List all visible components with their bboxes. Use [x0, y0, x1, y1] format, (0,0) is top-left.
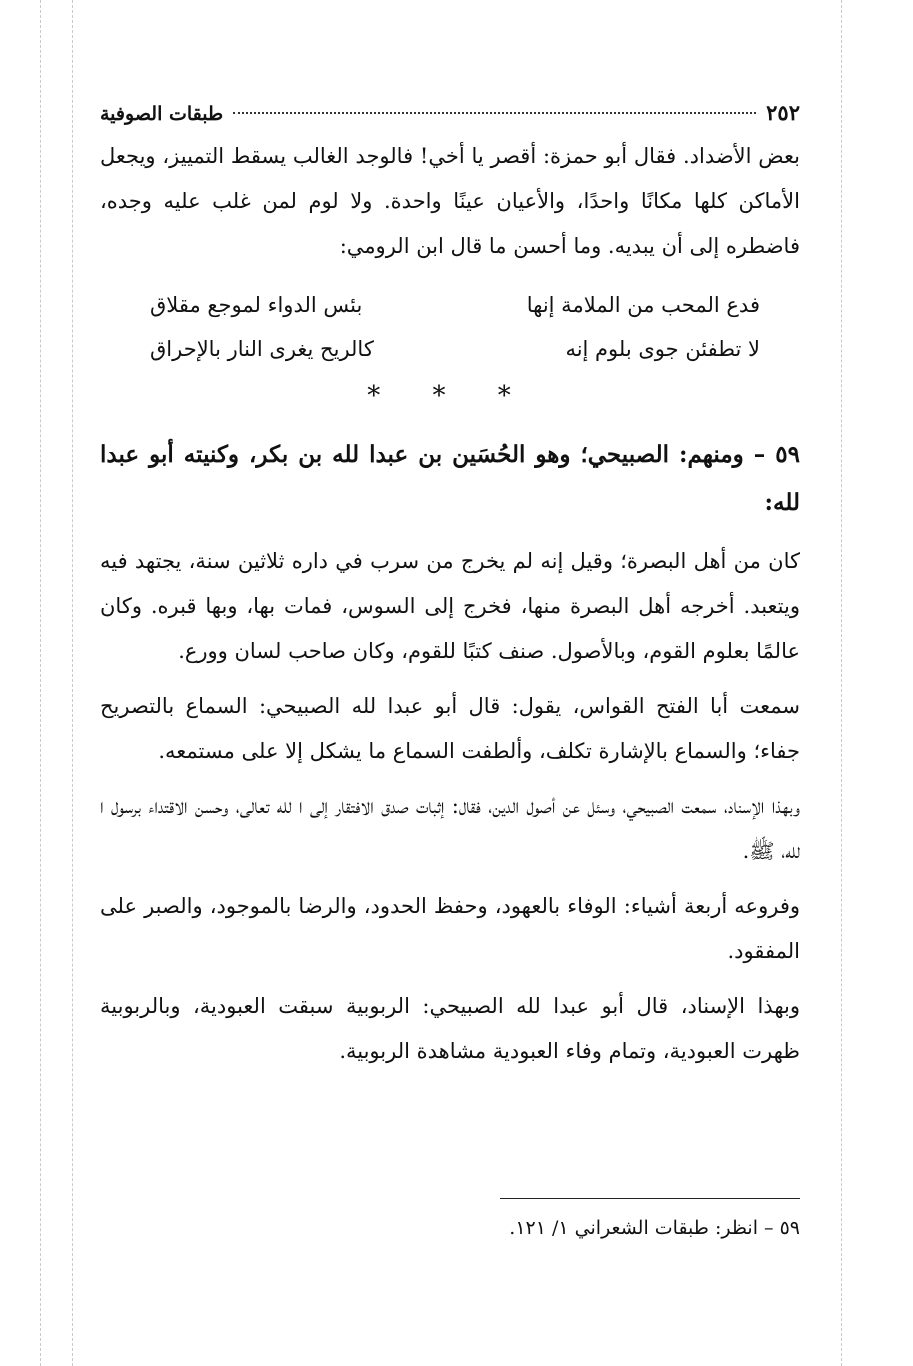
book-title: طبقات الصوفية [100, 103, 224, 125]
verse-first-hemistich: فدع المحب من الملامة إنها [526, 293, 760, 317]
scan-fold-line [72, 0, 73, 1366]
verse-second-hemistich: كالريح يغرى النار بالإحراق [150, 337, 374, 361]
paragraph: وبهذا الإسناد، قال أبو عبدا لله الصبيحي: الربوبية سبقت العبودية، وبالربوبية ظهرت العبودية، وتمام وفاء العبودية مشاهدة الربوبية. [100, 994, 800, 1063]
poem-verse [150, 283, 760, 327]
scan-fold-line [40, 0, 41, 1366]
poem [100, 283, 760, 371]
poem-verse [150, 327, 760, 371]
paragraph: وبهذا الإسناد، سمعت الصبيحي، وسئل عن أصول الدين، فقال: إثبات صدق الافتقار إلى ا لله تعالى، وحسن الاقتداء برسول ا لله، ﷺ. [100, 794, 800, 863]
section-separator: * * * [367, 381, 533, 411]
biography-heading: ٥٩ – ومنهم: الصبيحي؛ وهو الحُسَين بن عبدا لله بن بكر، وكنيته أبو عبدا لله: [100, 441, 800, 516]
paragraph: كان من أهل البصرة؛ وقيل إنه لم يخرج من سرب في داره ثلاثين سنة، يجتهد فيه ويتعبد. أخرجه أهل البصرة منها، فخرج إلى السوس، فمات بها، وبها قبره. وكان عالمًا بعلوم القوم، وبالأصول. صنف كتبًا للقوم، وكان صاحب لسان وورع. [100, 549, 800, 663]
verse-second-hemistich: بئس الدواء لموجع مقلاق [150, 293, 363, 317]
running-header [100, 100, 800, 134]
book-page [100, 100, 800, 1239]
scan-fold-line [841, 0, 842, 1366]
paragraph: سمعت أبا الفتح القواس، يقول: قال أبو عبدا لله الصبيحي: السماع بالتصريح جفاء؛ والسماع بالإشارة تكلف، وألطفت السماع ما يشكل إلا على مستمعه. [100, 694, 800, 763]
footnote: ٥٩ – انظر: طبقات الشعراني ١/ ١٢١. [509, 1217, 800, 1239]
footnote-divider [500, 1198, 800, 1199]
verse-first-hemistich: لا تطفئن جوى بلوم إنه [565, 337, 760, 361]
header-leader-dots [233, 112, 756, 114]
page-number: ٢٥٢ [766, 100, 800, 125]
paragraph: بعض الأضداد. فقال أبو حمزة: أقصر يا أخي! فالوجد الغالب يسقط التمييز، ويجعل الأماكن كلها مكانًا واحدًا، والأعيان عينًا واحدة. ولا لوم لمن غلب عليه وجده، فاضطره إلى أن يبديه. وما أحسن ما قال ابن الرومي: [100, 144, 800, 258]
paragraph: وفروعه أربعة أشياء: الوفاء بالعهود، وحفظ الحدود، والرضا بالموجود، والصبر على المفقود. [100, 894, 800, 963]
